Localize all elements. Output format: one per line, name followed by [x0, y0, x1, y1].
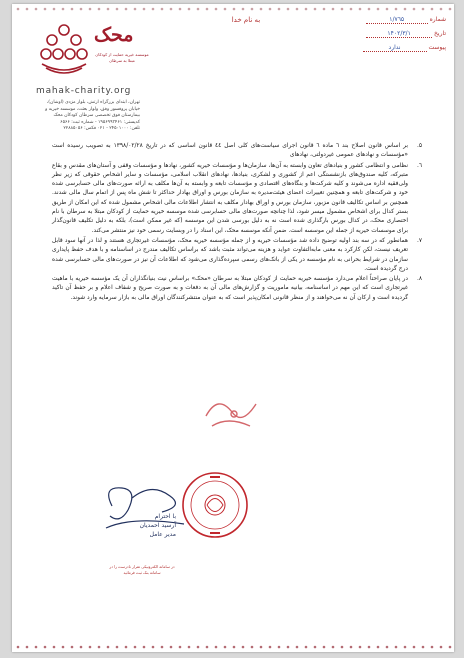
border-dot	[368, 8, 371, 11]
border-dot	[89, 8, 92, 11]
border-dot	[233, 646, 236, 649]
border-dot	[143, 646, 146, 649]
border-dot	[260, 646, 263, 649]
border-dot	[368, 646, 371, 649]
border-dot	[404, 8, 407, 11]
border-dot	[332, 8, 335, 11]
border-dot	[98, 8, 101, 11]
border-dot	[287, 646, 290, 649]
signature-block	[104, 512, 176, 539]
border-dot	[116, 8, 119, 11]
border-dot	[278, 646, 281, 649]
border-dot	[107, 8, 110, 11]
official-seal-icon	[180, 470, 250, 540]
top-dot-border	[12, 6, 454, 12]
attachment-row	[334, 44, 446, 52]
border-dot	[53, 646, 56, 649]
border-dot	[422, 8, 425, 11]
border-dot	[134, 646, 137, 649]
border-dot	[296, 646, 299, 649]
border-dot	[377, 8, 380, 11]
border-dot	[296, 8, 299, 11]
border-dot	[170, 8, 173, 11]
ref-number-value: ۱/۷٦۵	[389, 16, 405, 23]
border-dot	[386, 646, 389, 649]
ref-number-label: شماره	[429, 16, 446, 23]
logo-tagline: موسسه خیریه حمایت از کودکان مبتلا به سرطان	[95, 52, 149, 63]
border-dot	[17, 646, 20, 649]
signature-name: آرسید احمدیان	[139, 522, 176, 529]
border-dot	[377, 646, 380, 649]
border-dot	[161, 646, 164, 649]
border-dot	[242, 8, 245, 11]
border-dot	[53, 8, 56, 11]
border-dot	[278, 8, 281, 11]
border-dot	[386, 8, 389, 11]
border-dot	[251, 8, 254, 11]
footer-note: در سامانه الکترونیکی تقرار نادرست را در سامانه بنک ثبت فرمائید	[109, 564, 175, 575]
ref-number-row	[334, 16, 446, 24]
border-dot	[314, 646, 317, 649]
border-dot	[323, 646, 326, 649]
signature-title: مدیر عامل	[149, 531, 176, 538]
center-stamp-icon	[198, 386, 268, 438]
org-phone: تلفن: ۲۴۵۰۱۰۰۰ - ۰۲۱ فکس: ۲۲۸۸۵۰۵۶	[63, 126, 140, 131]
border-dot	[332, 646, 335, 649]
border-dot	[341, 8, 344, 11]
border-dot	[44, 646, 47, 649]
border-dot	[44, 8, 47, 11]
border-dot	[413, 8, 416, 11]
border-dot	[179, 646, 182, 649]
letter-body	[52, 142, 422, 304]
border-dot	[395, 646, 398, 649]
attachment-label: پیوست	[428, 44, 446, 51]
org-logo	[36, 18, 149, 82]
border-dot	[179, 8, 182, 11]
border-dot	[206, 8, 209, 11]
border-dot	[71, 646, 74, 649]
border-dot	[422, 646, 425, 649]
attachment-value: ندارد	[388, 44, 401, 51]
border-dot	[350, 8, 353, 11]
border-dot	[251, 646, 254, 649]
border-dot	[269, 646, 272, 649]
paragraph-8: ۸. در پایان صراحتاً اعلام می‌دارد مؤسسه خیریه حمایت از کودکان مبتلا به سرطان «محک» براساس نیت بنیانگذاران آن یک مؤسسه خیریه با ماهیت غیرتجاری است که این مهم در اساسنامه، بیانیه ماموریت و گزارش‌های مالی آن به دفعات و به صورت صریح و شفاف اعلام و بر حفظ آن تاکید گردیده است و ارکان آن نه می‌خواهند و از منظر قانونی امکان‌پذیر است که به عنوان منتشرکنندگان اوراق مالی به بازار سرمایه وارد شوند.	[52, 276, 422, 301]
border-dot	[116, 646, 119, 649]
date-label: تاریخ	[434, 30, 446, 37]
org-registration: کدپستی: ۱۹۵۶۹۹۳۴۶۱ - شماره ثبت: ۶۵۶۶	[60, 119, 140, 125]
border-dot	[449, 8, 452, 11]
border-dot	[125, 8, 128, 11]
border-dot	[233, 8, 236, 11]
border-dot	[35, 646, 38, 649]
border-dot	[242, 646, 245, 649]
border-dot	[440, 646, 443, 649]
border-dot	[323, 8, 326, 11]
border-dot	[215, 646, 218, 649]
border-dot	[152, 646, 155, 649]
border-dot	[107, 646, 110, 649]
border-dot	[269, 8, 272, 11]
border-dot	[161, 8, 164, 11]
border-dot	[188, 646, 191, 649]
border-dot	[215, 8, 218, 11]
border-dot	[260, 8, 263, 11]
border-dot	[80, 8, 83, 11]
border-dot	[395, 8, 398, 11]
org-address: تهران، ابتدای بزرگراه ارتش، بلوار مژدی (اوشان)، خیابان پروفسور وفق، ولوار بعثت، موسسه خیریه و بیمارستان فوق تخصصی سرطان کودکان محک	[45, 100, 140, 118]
border-dot	[359, 646, 362, 649]
border-dot	[350, 646, 353, 649]
org-address-block	[36, 100, 140, 133]
border-dot	[431, 8, 434, 11]
border-dot	[404, 646, 407, 649]
border-dot	[206, 646, 209, 649]
border-dot	[89, 646, 92, 649]
border-dot	[413, 646, 416, 649]
border-dot	[35, 8, 38, 11]
border-dot	[62, 8, 65, 11]
signature-closing: با احترام	[154, 513, 176, 520]
border-dot	[431, 646, 434, 649]
paragraph-7: ۷. همانطور که در سه بند اولیه توضیح داده شد مؤسسات خیریه و از جمله مؤسسه خیریه محک، مؤسسات غیرتجاری هستند و لذا در آنها سود قابل تعریف نیست، لکن کارکرد به معنی مابه‌التفاوت عواید و هزینه می‌تواند مثبت باشد که براساس تکالیف مندرج در اساسنامه و با هدف حفظ پایداری سازمان در شرایط بحرانی به نام مؤسسه در یکی از بانک‌های رسمی سپرده‌گذاری می‌شود که اطلاعات آن نیز در صورت‌های مالی حسابرسی شده درج گردیده است.	[52, 237, 422, 272]
border-dot	[440, 8, 443, 11]
border-dot	[80, 646, 83, 649]
border-dot	[197, 646, 200, 649]
border-dot	[341, 646, 344, 649]
date-row	[334, 30, 446, 38]
basmala: به نام خدا	[231, 16, 261, 24]
date-value: ۱۴۰۲/۳/۱	[387, 30, 411, 37]
org-website: mahak-charity.org	[36, 86, 132, 96]
border-dot	[134, 8, 137, 11]
border-dot	[449, 646, 452, 649]
border-dot	[125, 646, 128, 649]
logo-name: محک	[94, 24, 134, 46]
border-dot	[71, 8, 74, 11]
border-dot	[314, 8, 317, 11]
border-dot	[62, 646, 65, 649]
paragraph-6: ٦. نظامی و انتظامی کشور و بنیادهای تعاون وابسته به آن‌ها، سازمان‌ها و مؤسسات خیریه کشور، نهادها و مؤسسات وقفی و آستان‌های مقدس و بقاع متبرکه، کلیه صندوق‌های بازنشستگی اعم از کشوری و لشکری، بنیادها، نهادهای انقلاب اسلامی، مؤسسات و سایر اشخاص حقوقی که زیر نظر ولی‌فقیه اداره می‌شوند و کلیه شرکت‌ها و بنگاه‌های اقتصادی و مؤسسات تابعه و وابسته به آن‌ها مکلف به ارائه صورت‌های مالی حسابرسی شده خود و شرکت‌های تابعه و همچنین تغییرات اعضای هیئت‌مدیره به سازمان بورس و اوراق بهادار حداکثر تا شش ماه پس از اتمام سال مالی شدند. همچنین بر اساس تکالیف قانون مزبور، سازمان بورس و اوراق بهادار مکلف به انتشار اطلاعات مالی اشخاص مشمول شده که این امکان از طریق بستر کدال برای اشخاص مشمول میسر شود، لذا چنانچه صورت‌های مالی حسابرسی شده موسسه خیریه حمایت از کودکان مبتلا به سرطان با نام اختصاری محک، در کدال بورس بارگذاری شده است نه به دلیل بورسی شدن این موسسه (که غیر ممکن است)، بلکه به دلیل تکلیف قانون‌گذار برای موسسات خیریه از جمله این موسسه است. ضمن آنکه موسسه محک، این اسناد را در وبسایت رسمی خود نیز منتشر می‌کند.	[52, 162, 422, 234]
border-dot	[152, 8, 155, 11]
border-dot	[26, 8, 29, 11]
border-dot	[26, 646, 29, 649]
border-dot	[359, 8, 362, 11]
border-dot	[305, 8, 308, 11]
border-dot	[224, 646, 227, 649]
border-dot	[170, 646, 173, 649]
bottom-dot-border	[12, 644, 454, 650]
border-dot	[287, 8, 290, 11]
mahak-logo-icon	[36, 20, 92, 76]
letter-page	[12, 4, 454, 652]
border-dot	[188, 8, 191, 11]
border-dot	[305, 646, 308, 649]
border-dot	[17, 8, 20, 11]
border-dot	[143, 8, 146, 11]
border-dot	[197, 8, 200, 11]
paragraph-5: ۵. بر اساس قانون اصلاح بند ٦ ماده ٦ قانون اجرای سیاست‌های کلی اصل ٤٤ قانون اساسی که در تاریخ ۱۳۹۸/۰۲/۲۸ به تصویب رسیده است «مؤسسات و نهادهای عمومی غیردولتی، نهادهای	[52, 143, 422, 159]
border-dot	[224, 8, 227, 11]
border-dot	[98, 646, 101, 649]
